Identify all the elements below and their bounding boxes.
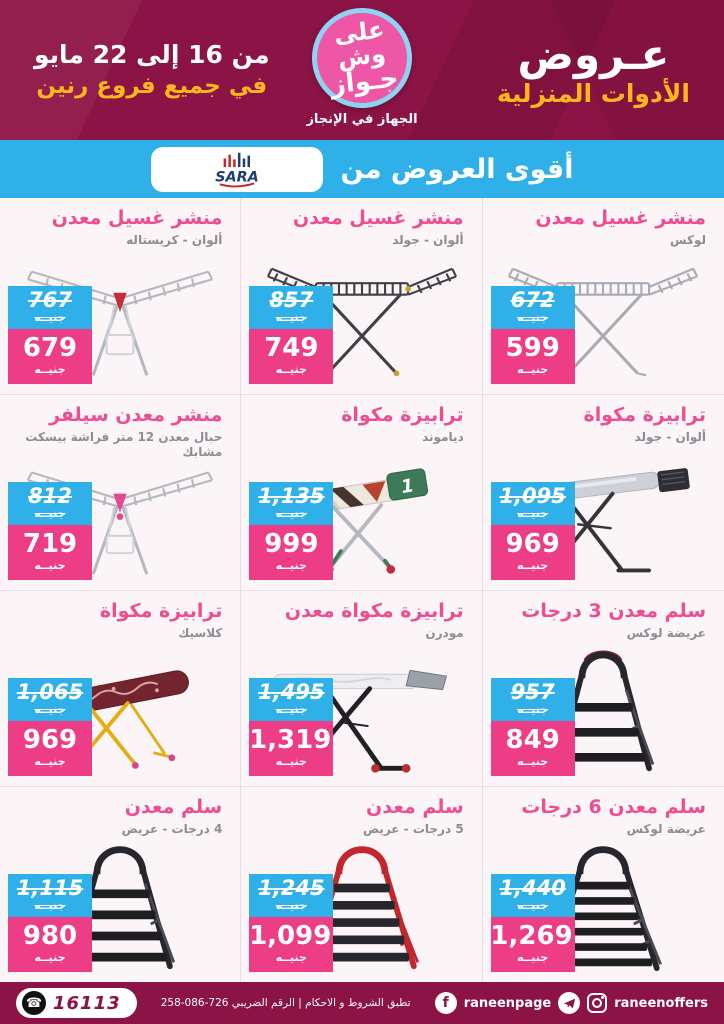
product-card (483, 786, 724, 982)
product-subtitle: 5 درجات - عريض (362, 821, 464, 836)
new-price-value: 999 (264, 528, 319, 559)
old-price (249, 482, 333, 525)
hotline-pill[interactable] (16, 988, 137, 1018)
product-subtitle: حبال معدن 12 متر فراشة بيسكت مشابك (25, 429, 223, 460)
header-title (497, 32, 690, 108)
new-price (249, 721, 333, 776)
currency-label: جنيــه (517, 950, 549, 964)
branches-line: في جميع فروع رنين (36, 73, 268, 100)
campaign-logo (287, 8, 437, 127)
currency-label: جنيــه (34, 702, 66, 716)
product-title: منشر غسيل معدن (51, 207, 223, 229)
product-title: منشر غسيل معدن (535, 207, 706, 229)
telegram-icon[interactable] (558, 992, 580, 1014)
product-title: سلم معدن 6 درجات (521, 796, 706, 818)
price-badge (8, 874, 92, 972)
currency-label: جنيــه (275, 558, 307, 572)
product-card (0, 786, 241, 982)
product-title: ترابيزة مكواة (99, 600, 223, 622)
old-price (249, 874, 333, 917)
phone-icon: ☎ (22, 991, 46, 1015)
new-price (491, 329, 575, 384)
new-price-value: 749 (264, 332, 319, 363)
old-price-value: 1,095 (499, 483, 566, 508)
new-price-value: 1,099 (249, 920, 332, 951)
product-title: سلم معدن 3 درجات (521, 600, 706, 622)
old-price (491, 874, 575, 917)
new-price (8, 917, 92, 972)
header-dates (34, 38, 270, 103)
new-price (249, 329, 333, 384)
currency-label: جنيــه (34, 362, 66, 376)
terms-text: تطبق الشروط و الاحكام | الرقم الضريبي 726-086-258 (160, 997, 411, 1009)
header (0, 0, 724, 140)
product-card (483, 590, 724, 786)
campaign-logo-circle (307, 3, 417, 113)
partner-bar (0, 140, 724, 198)
currency-label: جنيــه (275, 310, 307, 324)
svg-text:SARA: SARA (214, 169, 259, 186)
product-subtitle: عريضة لوكس (626, 625, 706, 640)
old-price-value: 857 (269, 287, 314, 312)
currency-label: جنيــه (275, 506, 307, 520)
new-price (8, 329, 92, 384)
product-subtitle: 4 درجات - عريض (121, 821, 223, 836)
currency-label: جنيــه (275, 702, 307, 716)
price-badge (249, 874, 333, 972)
instagram-icon[interactable] (587, 993, 607, 1013)
new-price (8, 721, 92, 776)
new-price-value: 969 (22, 724, 78, 755)
price-badge (249, 482, 333, 580)
old-price-value: 1,065 (16, 679, 84, 704)
footer (0, 982, 724, 1024)
product-subtitle: ألوان - كريستاله (126, 232, 223, 247)
currency-label: جنيــه (275, 950, 307, 964)
new-price (8, 525, 92, 580)
product-subtitle: كلاسيك (178, 625, 223, 640)
old-price-value: 812 (28, 483, 72, 508)
product-title: سلم معدن (366, 796, 464, 818)
price-badge (8, 482, 92, 580)
price-badge (8, 678, 92, 776)
new-price-value: 969 (505, 528, 560, 559)
currency-label: جنيــه (517, 558, 549, 572)
old-price-value: 1,495 (258, 679, 325, 704)
sara-logo-box (151, 147, 323, 192)
currency-label: جنيــه (275, 754, 307, 768)
product-grid (0, 198, 724, 982)
old-price-value: 767 (28, 287, 72, 312)
svg-text:1: 1 (399, 474, 415, 498)
price-badge (491, 874, 575, 972)
product-title: منشر غسيل معدن (293, 207, 464, 229)
product-card (483, 394, 724, 590)
price-badge (249, 286, 333, 384)
product-card (0, 590, 241, 786)
price-badge (491, 482, 575, 580)
currency-label: جنيــه (275, 898, 307, 912)
currency-label: جنيــه (34, 506, 66, 520)
currency-label: جنيــه (517, 506, 549, 520)
new-price (491, 525, 575, 580)
old-price-value: 1,115 (16, 875, 84, 900)
product-title: منشر معدن سيلفر (49, 404, 223, 426)
sara-logo (194, 148, 280, 190)
product-subtitle: ألوان - جولد (634, 429, 706, 444)
old-price-value: 957 (510, 679, 555, 704)
currency-label: جنيــه (34, 754, 66, 768)
product-title: ترابيزة مكواة معدن (284, 600, 464, 622)
new-price (491, 917, 575, 972)
old-price (491, 678, 575, 721)
old-price-value: 1,245 (258, 875, 325, 900)
old-price (249, 286, 333, 329)
product-card (241, 590, 482, 786)
offers-word: عـروض (517, 30, 670, 80)
product-card (0, 394, 241, 590)
product-card (241, 394, 482, 590)
old-price (8, 286, 92, 329)
hotline-number: 16113 (53, 992, 121, 1014)
old-price (491, 286, 575, 329)
product-title: ترابيزة مكواة (583, 404, 706, 426)
product-card (241, 198, 482, 394)
new-price-value: 980 (22, 920, 78, 951)
new-price-value: 1,319 (249, 724, 332, 755)
old-price (249, 678, 333, 721)
logo-text-1: على وش (332, 15, 388, 73)
product-subtitle: لوكس (670, 232, 706, 247)
facebook-handle[interactable]: raneenpage (463, 995, 552, 1011)
currency-label: جنيــه (517, 754, 549, 768)
price-badge (491, 286, 575, 384)
currency-label: جنيــه (517, 362, 549, 376)
currency-label: جنيــه (34, 558, 66, 572)
product-subtitle: دياموند (422, 429, 464, 444)
new-price-value: 679 (22, 332, 78, 363)
product-subtitle: مودرن (425, 625, 464, 640)
old-price-value: 1,440 (499, 875, 566, 900)
partner-bar-label: أقوى العروض من (340, 153, 574, 185)
instagram-handle[interactable]: raneenoffers (614, 995, 708, 1011)
currency-label: جنيــه (517, 898, 549, 912)
old-price (491, 482, 575, 525)
new-price-value: 1,269 (490, 920, 573, 951)
logo-tagline: الجهاز في الإنجاز (306, 112, 418, 127)
price-badge (8, 286, 92, 384)
product-card (241, 786, 482, 982)
new-price (491, 721, 575, 776)
currency-label: جنيــه (34, 950, 66, 964)
product-title: ترابيزة مكواة (341, 404, 464, 426)
old-price (8, 482, 92, 525)
currency-label: جنيــه (34, 310, 66, 324)
new-price-value: 599 (505, 332, 560, 363)
old-price-value: 672 (510, 287, 555, 312)
new-price (249, 525, 333, 580)
new-price (249, 917, 333, 972)
currency-label: جنيــه (34, 898, 66, 912)
new-price-value: 849 (505, 724, 560, 755)
date-range: من 16 إلى 22 مايو (34, 39, 270, 69)
old-price (8, 678, 92, 721)
price-badge (249, 678, 333, 776)
old-price-value: 1,135 (258, 483, 325, 508)
currency-label: جنيــه (275, 362, 307, 376)
logo-text-2: جـواز (329, 63, 400, 101)
social-links (435, 992, 708, 1014)
product-subtitle: ألوان - جولد (392, 232, 464, 247)
currency-label: جنيــه (517, 702, 549, 716)
old-price (8, 874, 92, 917)
product-title: سلم معدن (124, 796, 223, 818)
new-price-value: 719 (22, 528, 78, 559)
product-card (483, 198, 724, 394)
facebook-icon[interactable]: f (435, 992, 457, 1014)
currency-label: جنيــه (517, 310, 549, 324)
household-tools-word: الأدوات المنزلية (496, 79, 690, 109)
price-badge (491, 678, 575, 776)
product-card (0, 198, 241, 394)
product-subtitle: عريضة لوكس (626, 821, 706, 836)
